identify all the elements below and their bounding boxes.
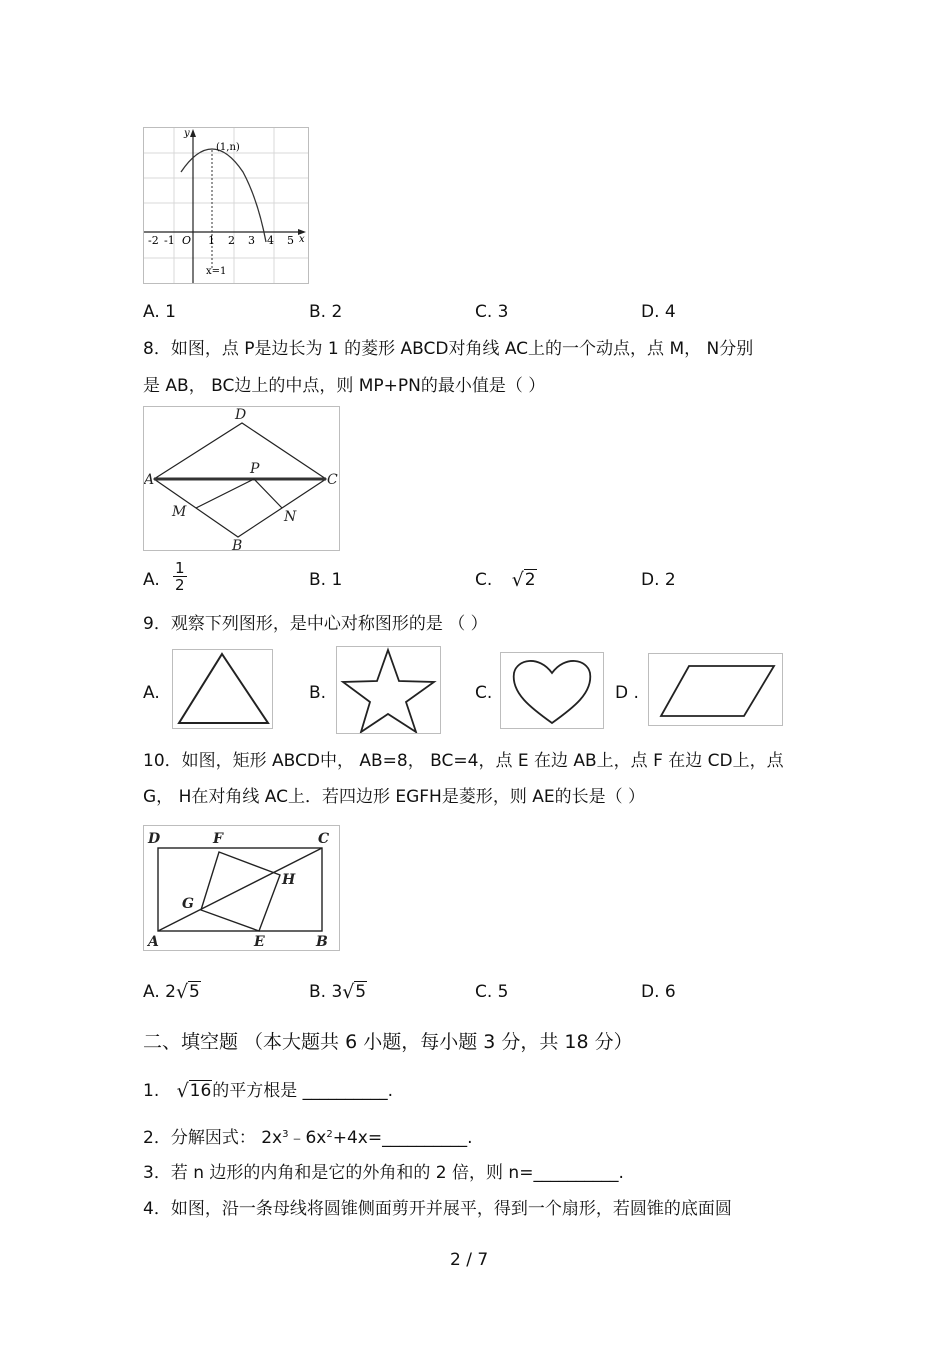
q7-tick-4: 4 [267, 234, 274, 247]
q7-option-b: B. 2 [309, 302, 343, 322]
star-shape [336, 646, 441, 734]
q8-option-c [475, 570, 537, 590]
q10-option-b [309, 982, 367, 1002]
q7-vertex-label: (1,n) [216, 142, 240, 153]
q9-label-d: D . [615, 683, 639, 703]
q7-option-a: A. 1 [143, 302, 176, 322]
q7-tick-2: 2 [228, 234, 235, 247]
q10-label-c: C [318, 831, 330, 847]
q7-axis-x: x [299, 234, 305, 245]
fill-q2 [143, 1125, 473, 1148]
q8-label-a: A [144, 472, 155, 488]
q10-label-f: F [213, 831, 223, 847]
q7-axis-y: y [184, 128, 190, 139]
q8-fraction-numerator: 1 [175, 559, 185, 577]
sqrt-icon: √ 16 [176, 1080, 212, 1102]
q10-label-d: D [148, 831, 161, 847]
q10-option-d: D. 6 [641, 982, 676, 1002]
q10-option-a-prefix: A. 2 [143, 982, 176, 1002]
fill-q2-exp2: 2 [326, 1129, 333, 1140]
heart-shape [500, 652, 604, 729]
q7-tick-5: 5 [287, 234, 294, 247]
q9-stem: 9．观察下列图形，是中心对称图形的是 （ ） [143, 614, 488, 634]
fill-q4: 4．如图，沿一条母线将圆锥侧面剪开并展平，得到一个扇形，若圆锥的底面圆 [143, 1199, 732, 1219]
fill-q1 [143, 1081, 393, 1101]
q10-label-g: G [182, 896, 194, 912]
q10-option-a-radicand: 5 [188, 982, 200, 1002]
q7-tick-origin: O [182, 234, 192, 247]
q7-parabola-figure [143, 127, 309, 284]
sqrt-icon: √ 5 [175, 981, 200, 1003]
sqrt-icon: √ 2 [511, 569, 536, 591]
q10-option-c: C. 5 [475, 982, 509, 1002]
q10-label-a: A [148, 934, 159, 950]
q7-tick-3: 3 [248, 234, 255, 247]
q7-tick-1: 1 [208, 234, 215, 247]
q8-label-m: M [172, 504, 187, 520]
q7-option-d: D. 4 [641, 302, 676, 322]
q8-option-a-fraction [173, 560, 187, 593]
q10-label-e: E [254, 934, 265, 950]
fill-q1-text: 的平方根是 __________. [212, 1081, 394, 1101]
fill-q2-post: +4x=__________. [332, 1128, 473, 1148]
q8-rhombus-figure [143, 406, 340, 551]
q8-option-b: B. 1 [309, 570, 343, 590]
fill-q1-number: 1. [143, 1081, 160, 1101]
q8-fraction-denominator: 2 [175, 576, 185, 594]
q10-option-a [143, 982, 201, 1002]
fill-q2-exp1: 3 [282, 1129, 289, 1140]
q10-rectangle-figure [143, 825, 340, 951]
q8-option-c-label: C. [475, 570, 493, 590]
q8-label-b: B [232, 538, 243, 550]
q8-label-p: P [250, 461, 260, 477]
q10-option-b-radicand: 5 [355, 982, 367, 1002]
q8-label-c: C [327, 472, 338, 488]
q10-label-b: B [316, 934, 328, 950]
q8-label-n: N [284, 509, 297, 525]
q8-option-a-label: A. [143, 570, 160, 590]
q8-stem-line2: 是 AB， BC边上的中点，则 MP+PN的最小值是（ ） [143, 376, 546, 396]
sqrt-icon: √ 5 [342, 981, 367, 1003]
fill-q1-radicand: 16 [189, 1081, 212, 1101]
q7-line-label: x=1 [206, 266, 227, 277]
q8-option-c-radicand: 2 [524, 570, 536, 590]
q10-option-b-prefix: B. 3 [309, 982, 343, 1002]
q10-label-h: H [282, 872, 296, 888]
q8-stem-line1: 8．如图，点 P是边长为 1 的菱形 ABCD对角线 AC上的一个动点，点 M， N分别 [143, 339, 754, 359]
q10-stem-line1: 10．如图，矩形 ABCD中， AB=8， BC=4，点 E 在边 AB上，点 F 在边 CD上，点 [143, 751, 784, 771]
q9-label-c: C. [475, 683, 493, 703]
q8-label-d: D [235, 407, 247, 423]
fill-q2-pre: 2．分解因式： 2x [143, 1128, 283, 1148]
triangle-shape [172, 649, 273, 729]
q7-option-c: C. 3 [475, 302, 509, 322]
q9-label-a: A. [143, 683, 160, 703]
q7-tick-neg1: -1 [164, 234, 175, 247]
q7-tick-neg2: -2 [148, 234, 159, 247]
parallelogram-shape [648, 653, 783, 726]
q10-stem-line2: G， H在对角线 AC上．若四边形 EGFH是菱形，则 AE的长是（ ） [143, 787, 646, 807]
q9-label-b: B. [309, 683, 327, 703]
page-number: 2 / 7 [450, 1250, 489, 1270]
fill-q2-mid: ﹣6x [288, 1128, 327, 1148]
q8-option-d: D. 2 [641, 570, 676, 590]
fill-q3: 3．若 n 边形的内角和是它的外角和的 2 倍，则 n=__________. [143, 1163, 624, 1183]
section2-title: 二、填空题 （本大题共 6 小题，每小题 3 分，共 18 分） [143, 1031, 633, 1053]
